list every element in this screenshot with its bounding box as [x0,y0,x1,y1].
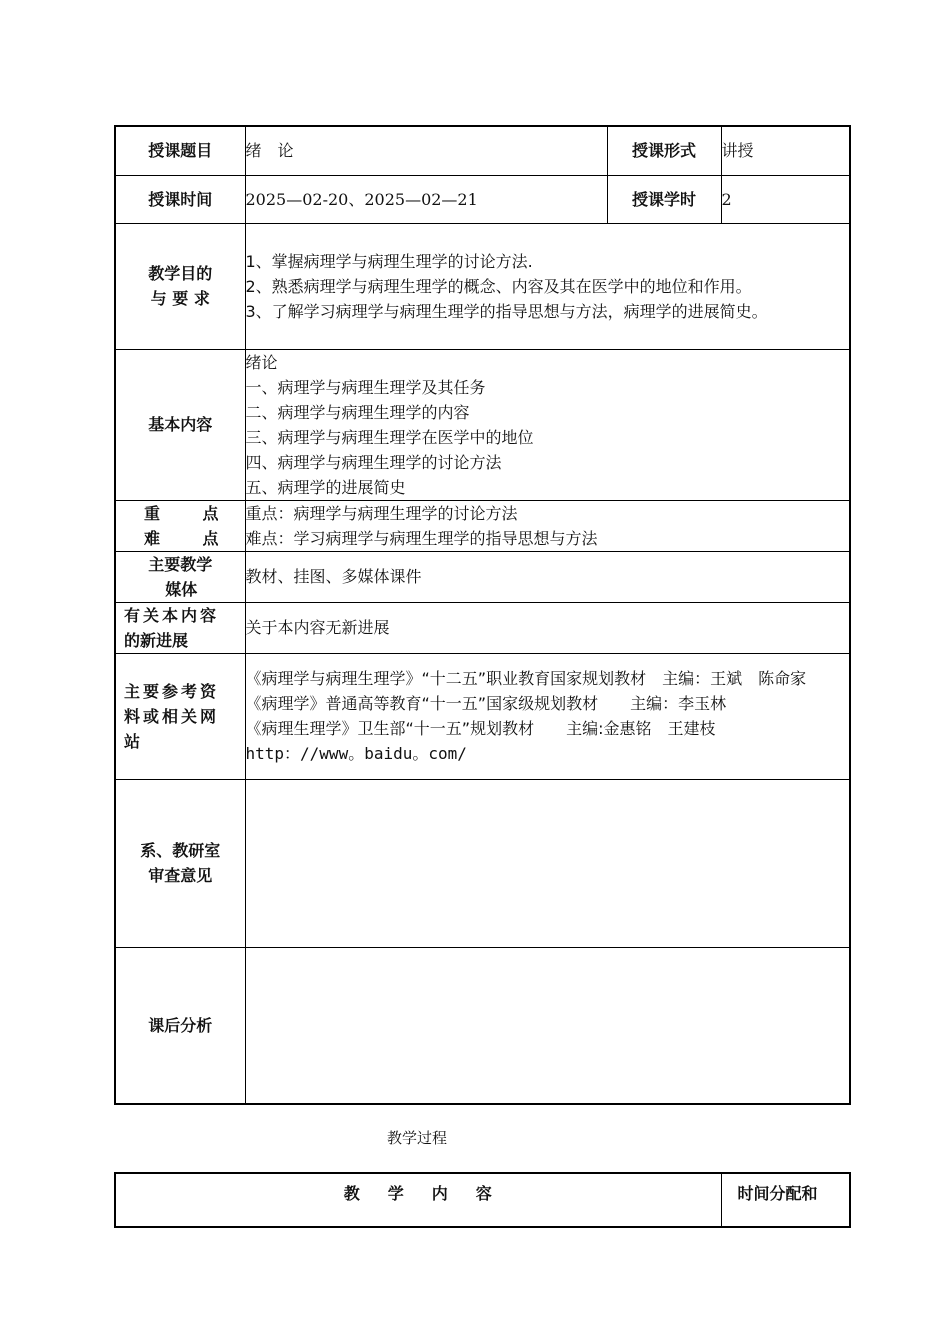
analysis-value[interactable] [245,947,850,1104]
progress-value: 关于本内容无新进展 [245,602,850,653]
media-label-line-1: 主要教学 [148,554,213,574]
review-value[interactable] [245,779,850,947]
review-row [115,779,850,947]
content-item: 五、病理学的进展简史 [245,477,406,497]
content-item: 二、病理学与病理生理学的内容 [245,402,470,422]
objective-item: 2、熟悉病理学与病理生理学的概念、内容及其在医学中的地位和作用。 [245,276,752,296]
form-label: 授课形式 [607,126,721,175]
references-label-line-2: 料或相关网 [124,706,220,726]
process-header-row [115,1173,850,1227]
objectives-label-line-2: 与 要 求 [150,289,210,308]
references-label [115,653,245,779]
keypoints-label [115,500,245,551]
progress-label [115,602,245,653]
time-label: 授课时间 [115,175,245,223]
content-item: 三、病理学与病理生理学在医学中的地位 [245,427,534,447]
process-table [114,1172,851,1228]
objectives-label-line-1: 教学目的 [148,264,213,283]
time-row [115,175,850,223]
process-content-header: 教学内容 [115,1173,721,1227]
content-item: 绪论 [245,352,278,372]
process-caption: 教学过程 [387,1129,448,1147]
progress-label-line-2: 的新进展 [124,630,189,650]
keypoint-item: 重点：病理学与病理生理学的讨论方法 [245,503,518,523]
keypoints-label-line-1: 重点 [144,503,219,523]
keypoint-item: 难点：学习病理学与病理生理学的指导思想与方法 [245,528,598,548]
progress-label-line-1: 有关本内容 [124,605,220,625]
keypoints-label-line-2: 难点 [144,528,219,548]
hours-label: 授课学时 [607,175,721,223]
reference-item: 《病理生理学》卫生部“十一五”规划教材 主编:金惠铭 王建枝 [245,719,716,738]
hours-value: 2 [721,175,850,223]
references-label-line-3: 站 [124,731,141,751]
reference-item: 《病理学与病理生理学》“十二五”职业教育国家规划教材 主编：王斌 陈命家 [245,669,807,688]
topic-value: 绪 论 [245,126,607,175]
keypoints-row [115,500,850,551]
content-label: 基本内容 [115,349,245,500]
review-label-line-1: 系、教研室 [140,841,221,860]
reference-link: http：//www。baidu。com/ [245,744,467,763]
content-item: 四、病理学与病理生理学的讨论方法 [245,452,502,472]
media-label [115,551,245,602]
objectives-row [115,223,850,349]
lesson-plan-table [114,125,851,1105]
objective-item: 3、了解学习病理学与病理生理学的指导思想与方法，病理学的进展简史。 [245,301,768,321]
content-item: 一、病理学与病理生理学及其任务 [245,377,486,397]
time-value: 2025—02-20、2025—02—21 [245,175,607,223]
media-label-line-2: 媒体 [165,579,198,599]
content-value [245,349,850,500]
references-value [245,653,850,779]
objectives-value [245,223,850,349]
progress-row [115,602,850,653]
analysis-label: 课后分析 [115,947,245,1104]
process-time-header: 时间分配和 [721,1173,850,1227]
keypoints-value [245,500,850,551]
review-label [115,779,245,947]
media-value: 教材、挂图、多媒体课件 [245,551,850,602]
analysis-row [115,947,850,1104]
topic-label: 授课题目 [115,126,245,175]
topic-row [115,126,850,175]
review-label-line-2: 审查意见 [148,866,213,885]
references-row [115,653,850,779]
objectives-label [115,223,245,349]
media-row [115,551,850,602]
reference-item: 《病理学》普通高等教育“十一五”国家级规划教材 主编：李玉林 [245,694,727,713]
references-label-line-1: 主要参考资 [124,681,220,701]
content-row [115,349,850,500]
form-value: 讲授 [721,126,850,175]
objective-item: 1、掌握病理学与病理生理学的讨论方法. [245,251,533,271]
